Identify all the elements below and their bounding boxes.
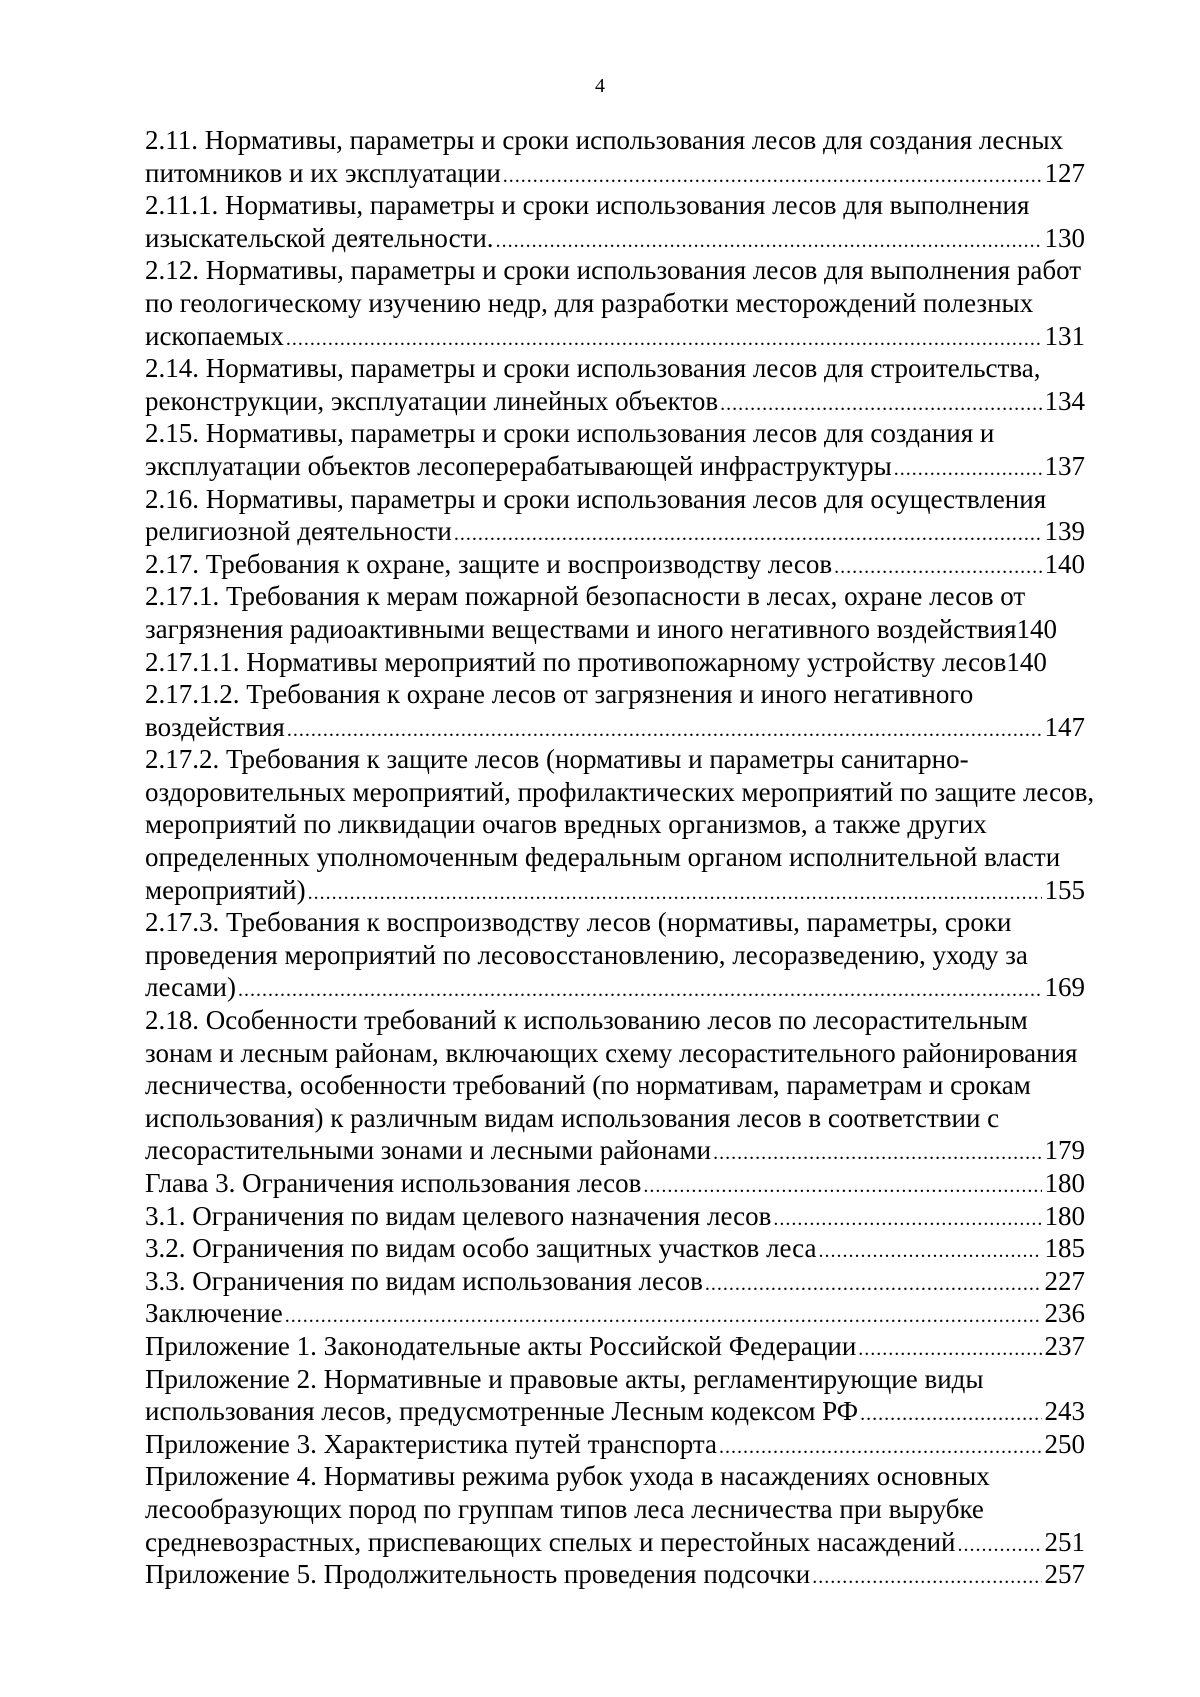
toc-entry-text: загрязнения радиоактивными веществами и иного негативного воздействия (145, 613, 1017, 644)
toc-entry-text: религиозной деятельности (145, 516, 452, 547)
toc-page-number: 131 (1044, 320, 1085, 351)
toc-entry-text: 3.1. Ограничения по видам целевого назначения лесов (145, 1200, 772, 1231)
toc-page-number: 130 (1044, 222, 1085, 253)
toc-leader-dots (496, 225, 1042, 258)
toc-leader-dots (286, 323, 1042, 356)
toc-entry-text: 2.14. Нормативы, параметры и сроки использования лесов для строительства, (145, 353, 1041, 384)
toc-leader-dots (858, 1333, 1041, 1366)
toc-entry-text: 2.18. Особенности требований к использованию лесов по лесорастительным (145, 1005, 1028, 1036)
toc-entry-text: реконструкции, эксплуатации линейных объектов (145, 385, 719, 416)
toc-entry[interactable] (145, 678, 1145, 743)
toc-entry-text: изыскательской деятельности. (145, 222, 494, 253)
toc-page-number: 140 (1016, 613, 1058, 644)
toc-entry-text: 2.17.1.1. Нормативы мероприятий по противопожарному устройству лесов (145, 646, 1007, 677)
toc-entry[interactable] (145, 483, 1145, 548)
toc-page-number: 155 (1044, 874, 1085, 905)
toc-entry-text: лесничества, особенности требований (по нормативам, параметрам и срокам (145, 1070, 1031, 1101)
toc-entry-text: 2.17. Требования к охране, защите и воспроизводству лесов (145, 548, 833, 579)
toc-entry-text: 3.2. Ограничения по видам особо защитных участков леса (145, 1233, 817, 1264)
toc-leader-dots (818, 1235, 1041, 1268)
toc-leader-dots (834, 551, 1041, 584)
toc-entry[interactable] (145, 580, 1145, 645)
toc-leader-dots (719, 1431, 1042, 1464)
toc-entry-text: Приложение 5. Продолжительность проведения подсочки (145, 1559, 811, 1590)
toc-entry[interactable] (145, 1428, 1145, 1461)
toc-entry-text: 2.17.2. Требования к защите лесов (нормативы и параметры санитарно- (145, 744, 969, 775)
toc-entry[interactable] (145, 1200, 1145, 1233)
toc-entry-text: Приложение 4. Нормативы режима рубок ухода в насаждениях основных (145, 1461, 990, 1492)
toc-entry-text: лесорастительными зонами и лесными районами (145, 1135, 712, 1166)
toc-entry-text: Глава 3. Ограничения использования лесов (145, 1168, 642, 1198)
toc-entry-text: лесами) (145, 972, 236, 1003)
toc-page-number: 147 (1044, 711, 1085, 742)
toc-entry-text: воздействия (145, 711, 285, 742)
toc-entry-text: определенных уполномоченным федеральным органом исполнительной власти (145, 842, 1061, 873)
toc-entry-text: Приложение 1. Законодательные акты Российской Федерации (145, 1330, 857, 1361)
toc-entry-text: оздоровительных мероприятий, профилактических мероприятий по защите лесов, (145, 776, 1095, 807)
toc-page-number: 127 (1044, 157, 1085, 188)
toc-entry[interactable] (145, 1460, 1145, 1558)
toc-entry[interactable] (145, 417, 1145, 482)
toc-entry-text: лесообразующих пород по группам типов леса лесничества при вырубке (145, 1493, 984, 1524)
toc-entry[interactable] (145, 1363, 1145, 1428)
toc-page-number: 134 (1044, 385, 1085, 416)
toc-leader-dots (713, 1137, 1041, 1170)
toc-leader-dots (812, 1561, 1041, 1594)
toc-leader-dots (860, 1398, 1041, 1431)
toc-entry-text: Приложение 3. Характеристика путей транспорта (145, 1428, 717, 1459)
toc-leader-dots (238, 974, 1042, 1007)
toc-entry-text: питомников и их эксплуатации (145, 157, 501, 188)
toc-entry[interactable] (145, 1558, 1145, 1591)
toc-entry-text: средневозрастных, приспевающих спелых и перестойных насаждений (145, 1526, 956, 1557)
toc-page-number: 137 (1044, 450, 1085, 481)
toc-page-number: 180 (1044, 1168, 1085, 1198)
toc-page-number: 169 (1044, 972, 1085, 1003)
toc-entry[interactable] (145, 1297, 1145, 1330)
toc-entry-text: по геологическому изучению недр, для разработки месторождений полезных (145, 287, 1034, 318)
toc-leader-dots (957, 1529, 1041, 1562)
toc-entry-text: 2.17.1.2. Требования к охране лесов от загрязнения и иного негативного (145, 679, 974, 710)
toc-page-number: 139 (1044, 516, 1085, 547)
toc-entry[interactable] (145, 189, 1145, 254)
toc-entry-text: 2.17.3. Требования к воспроизводству лесов (нормативы, параметры, сроки (145, 907, 1012, 938)
toc-entry[interactable] (145, 548, 1145, 581)
toc-entry[interactable] (145, 906, 1145, 1004)
toc-entry[interactable] (145, 1004, 1145, 1167)
toc-page-number: 140 (1044, 548, 1085, 579)
toc-leader-dots (705, 1268, 1042, 1301)
toc-leader-dots (773, 1203, 1041, 1236)
toc-page-number: 237 (1044, 1330, 1085, 1361)
toc-page-number: 227 (1044, 1265, 1085, 1296)
toc-page-number: 140 (1006, 646, 1047, 677)
table-of-contents (145, 124, 1145, 1591)
toc-entry-text: зонам и лесным районам, включающих схему лесорастительного районирования (145, 1037, 1078, 1068)
toc-entry[interactable] (145, 1167, 1145, 1200)
toc-leader-dots (894, 453, 1042, 486)
toc-leader-dots (454, 518, 1042, 551)
toc-leader-dots (643, 1170, 1041, 1203)
toc-page-number: 180 (1044, 1200, 1085, 1231)
toc-entry-text: эксплуатации объектов лесоперерабатывающей инфраструктуры (145, 450, 892, 481)
toc-leader-dots (308, 877, 1042, 910)
toc-entry-text: 2.15. Нормативы, параметры и сроки использования лесов для создания и (145, 418, 995, 449)
toc-entry-text: Приложение 2. Нормативные и правовые акты, регламентирующие виды (145, 1363, 984, 1394)
toc-entry-text: 2.17.1. Требования к мерам пожарной безопасности в лесах, охране лесов от (145, 581, 1026, 612)
toc-page-number: 257 (1044, 1559, 1085, 1590)
toc-entry[interactable] (145, 1330, 1145, 1363)
toc-entry-text: Заключение (145, 1298, 283, 1329)
toc-entry-text: использования) к различным видам использования лесов в соответствии с (145, 1102, 1000, 1133)
toc-leader-dots (503, 160, 1042, 193)
toc-entry-text: мероприятий) (145, 874, 306, 905)
toc-entry-text: мероприятий по ликвидации очагов вредных организмов, а также других (145, 809, 987, 840)
toc-page-number: 236 (1044, 1298, 1085, 1329)
page-number: 4 (595, 75, 605, 97)
toc-leader-dots (285, 1300, 1042, 1333)
toc-entry[interactable] (145, 254, 1145, 352)
toc-entry-text: проведения мероприятий по лесовосстановлению, лесоразведению, уходу за (145, 939, 1028, 970)
toc-entry-text: 2.11.1. Нормативы, параметры и сроки использования лесов для выполнения (145, 190, 1030, 221)
toc-entry[interactable] (145, 352, 1145, 417)
toc-entry-text: ископаемых (145, 320, 284, 351)
toc-page-number: 179 (1044, 1135, 1085, 1166)
toc-page-number: 185 (1044, 1233, 1085, 1264)
toc-entry[interactable] (145, 124, 1145, 189)
toc-entry[interactable] (145, 743, 1145, 906)
toc-page-number: 250 (1044, 1428, 1085, 1459)
toc-page-number: 251 (1044, 1526, 1085, 1557)
toc-entry-text: использования лесов, предусмотренные Лесным кодексом РФ (145, 1396, 859, 1427)
toc-entry[interactable] (145, 1232, 1145, 1265)
toc-leader-dots (287, 714, 1042, 747)
toc-entry-text: 3.3. Ограничения по видам использования лесов (145, 1265, 703, 1296)
toc-page-number: 243 (1044, 1396, 1085, 1427)
toc-entry-text: 2.16. Нормативы, параметры и сроки использования лесов для осуществления (145, 483, 1047, 514)
toc-leader-dots (720, 388, 1041, 421)
toc-entry-text: 2.11. Нормативы, параметры и сроки использования лесов для создания лесных (145, 125, 1064, 155)
toc-entry[interactable] (145, 646, 1145, 679)
toc-entry[interactable] (145, 1265, 1145, 1298)
toc-entry-text: 2.12. Нормативы, параметры и сроки использования лесов для выполнения работ (145, 255, 1082, 286)
